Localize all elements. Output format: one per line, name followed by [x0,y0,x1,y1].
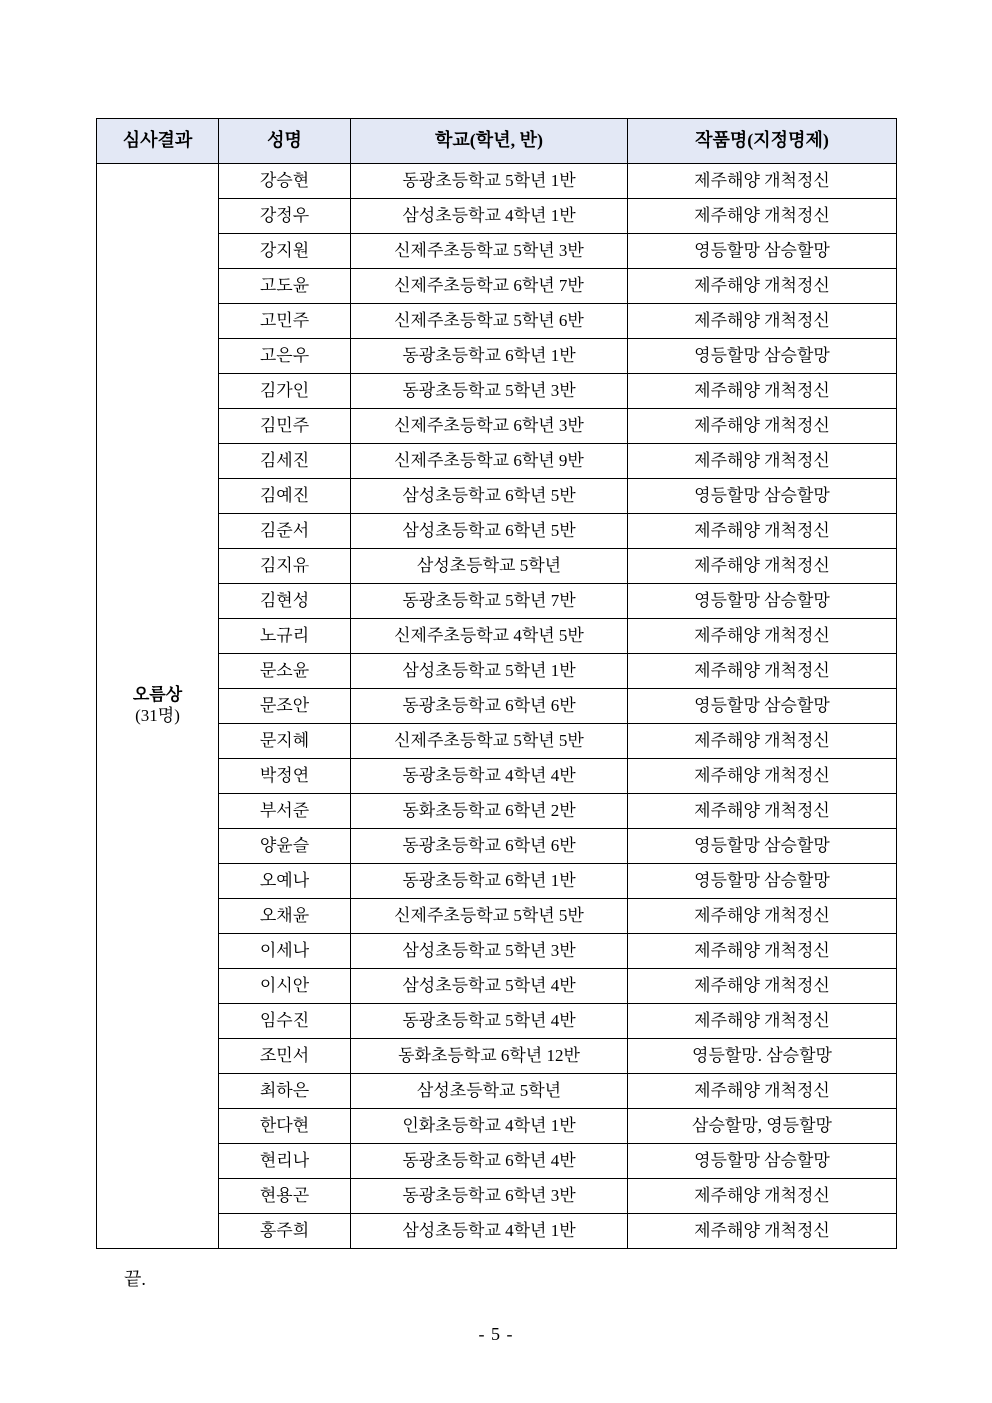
school-cell: 신제주초등학교 4학년 5반 [351,619,628,654]
artwork-title-cell: 제주해양 개척정신 [628,1179,897,1214]
artwork-title-cell: 제주해양 개척정신 [628,444,897,479]
artwork-title-cell: 제주해양 개척정신 [628,549,897,584]
artwork-title-cell: 제주해양 개척정신 [628,1074,897,1109]
student-name-cell: 고도윤 [219,269,351,304]
student-name-cell: 강지원 [219,234,351,269]
artwork-title-cell: 제주해양 개척정신 [628,1004,897,1039]
student-name-cell: 한다현 [219,1109,351,1144]
student-name-cell: 김현성 [219,584,351,619]
school-cell: 동광초등학교 4학년 4반 [351,759,628,794]
artwork-title-cell: 영등할망 삼승할망 [628,584,897,619]
school-cell: 삼성초등학교 5학년 1반 [351,654,628,689]
student-name-cell: 김세진 [219,444,351,479]
student-name-cell: 고민주 [219,304,351,339]
artwork-title-cell: 제주해양 개척정신 [628,514,897,549]
school-cell: 동광초등학교 6학년 1반 [351,864,628,899]
student-name-cell: 양윤슬 [219,829,351,864]
school-cell: 삼성초등학교 5학년 4반 [351,969,628,1004]
school-cell: 인화초등학교 4학년 1반 [351,1109,628,1144]
school-cell: 삼성초등학교 4학년 1반 [351,1214,628,1249]
artwork-title-cell: 영등할망. 삼승할망 [628,1039,897,1074]
artwork-title-cell: 제주해양 개척정신 [628,304,897,339]
award-name: 오름상 [132,685,183,705]
school-cell: 신제주초등학교 6학년 9반 [351,444,628,479]
student-name-cell: 김예진 [219,479,351,514]
artwork-title-cell: 제주해양 개척정신 [628,899,897,934]
table-row [97,164,897,199]
student-name-cell: 노규리 [219,619,351,654]
student-name-cell: 이시안 [219,969,351,1004]
column-header-title: 작품명(지정명제) [628,119,897,164]
school-cell: 신제주초등학교 5학년 5반 [351,899,628,934]
table-header-row [97,119,897,164]
student-name-cell: 오채윤 [219,899,351,934]
student-name-cell: 문조안 [219,689,351,724]
artwork-title-cell: 영등할망 삼승할망 [628,339,897,374]
artwork-title-cell: 영등할망 삼승할망 [628,1144,897,1179]
student-name-cell: 김민주 [219,409,351,444]
student-name-cell: 김지유 [219,549,351,584]
student-name-cell: 박정연 [219,759,351,794]
student-name-cell: 임수진 [219,1004,351,1039]
artwork-title-cell: 삼승할망, 영등할망 [628,1109,897,1144]
artwork-title-cell: 제주해양 개척정신 [628,724,897,759]
student-name-cell: 부서준 [219,794,351,829]
student-name-cell: 강승현 [219,164,351,199]
artwork-title-cell: 제주해양 개척정신 [628,409,897,444]
artwork-title-cell: 제주해양 개척정신 [628,934,897,969]
page-number: - 5 - [478,1324,514,1344]
school-cell: 동광초등학교 6학년 6반 [351,829,628,864]
student-name-cell: 고은우 [219,339,351,374]
artwork-title-cell: 영등할망 삼승할망 [628,864,897,899]
student-name-cell: 문지혜 [219,724,351,759]
award-result-cell [97,164,219,1249]
school-cell: 삼성초등학교 4학년 1반 [351,199,628,234]
school-cell: 삼성초등학교 5학년 [351,1074,628,1109]
artwork-title-cell: 제주해양 개척정신 [628,969,897,1004]
end-note: 끝. [124,1269,146,1289]
student-name-cell: 조민서 [219,1039,351,1074]
table-header [97,119,897,164]
school-cell: 신제주초등학교 5학년 5반 [351,724,628,759]
award-results-table [96,118,897,1249]
school-cell: 삼성초등학교 6학년 5반 [351,514,628,549]
school-cell: 신제주초등학교 5학년 6반 [351,304,628,339]
school-cell: 삼성초등학교 5학년 [351,549,628,584]
student-name-cell: 김준서 [219,514,351,549]
column-header-name: 성명 [219,119,351,164]
school-cell: 삼성초등학교 5학년 3반 [351,934,628,969]
student-name-cell: 오예나 [219,864,351,899]
school-cell: 신제주초등학교 6학년 3반 [351,409,628,444]
artwork-title-cell: 영등할망 삼승할망 [628,829,897,864]
student-name-cell: 강정우 [219,199,351,234]
artwork-title-cell: 제주해양 개척정신 [628,1214,897,1249]
artwork-title-cell: 제주해양 개척정신 [628,619,897,654]
award-count: (31명) [135,706,180,725]
school-cell: 동광초등학교 5학년 1반 [351,164,628,199]
school-cell: 동광초등학교 6학년 4반 [351,1144,628,1179]
column-header-result: 심사결과 [97,119,219,164]
student-name-cell: 이세나 [219,934,351,969]
student-name-cell: 최하은 [219,1074,351,1109]
school-cell: 동화초등학교 6학년 12반 [351,1039,628,1074]
student-name-cell: 김가인 [219,374,351,409]
student-name-cell: 현용곤 [219,1179,351,1214]
student-name-cell: 홍주희 [219,1214,351,1249]
school-cell: 동광초등학교 6학년 3반 [351,1179,628,1214]
student-name-cell: 문소윤 [219,654,351,689]
school-cell: 동광초등학교 6학년 1반 [351,339,628,374]
artwork-title-cell: 제주해양 개척정신 [628,269,897,304]
artwork-title-cell: 제주해양 개척정신 [628,794,897,829]
school-cell: 동광초등학교 5학년 3반 [351,374,628,409]
column-header-school: 학교(학년, 반) [351,119,628,164]
school-cell: 동광초등학교 5학년 4반 [351,1004,628,1039]
school-cell: 동광초등학교 5학년 7반 [351,584,628,619]
artwork-title-cell: 제주해양 개척정신 [628,374,897,409]
artwork-title-cell: 영등할망 삼승할망 [628,234,897,269]
artwork-title-cell: 제주해양 개척정신 [628,164,897,199]
artwork-title-cell: 제주해양 개척정신 [628,759,897,794]
student-name-cell: 현리나 [219,1144,351,1179]
school-cell: 동광초등학교 6학년 6반 [351,689,628,724]
artwork-title-cell: 영등할망 삼승할망 [628,689,897,724]
school-cell: 신제주초등학교 5학년 3반 [351,234,628,269]
school-cell: 삼성초등학교 6학년 5반 [351,479,628,514]
school-cell: 동화초등학교 6학년 2반 [351,794,628,829]
artwork-title-cell: 제주해양 개척정신 [628,199,897,234]
artwork-title-cell: 제주해양 개척정신 [628,654,897,689]
school-cell: 신제주초등학교 6학년 7반 [351,269,628,304]
artwork-title-cell: 영등할망 삼승할망 [628,479,897,514]
table-body [97,164,897,1249]
